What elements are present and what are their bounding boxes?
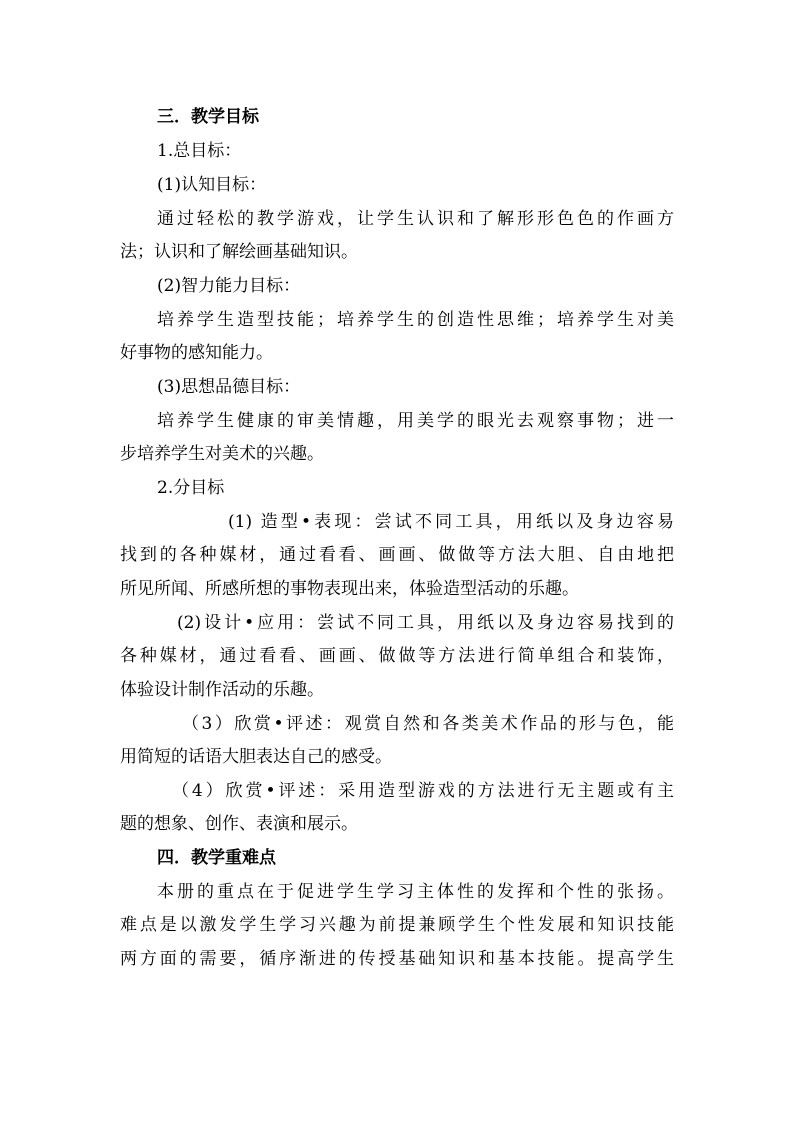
sub-goal-2-line2: 各种媒材，通过看看、画画、做做等方法进行简单组合和装饰，: [120, 646, 674, 666]
keypoints-line1: 本册的重点在于促进学生学习主体性的发挥和个性的张扬。: [157, 882, 674, 902]
moral-goal-text-line2: 步培养学生对美术的兴趣。: [120, 444, 324, 464]
cognitive-goal-label: (1)认知目标：: [157, 175, 267, 195]
sub-goal-4-line1: （4）欣赏•评述：采用造型游戏的方法进行无主题或有主: [172, 781, 674, 801]
section3-heading: 三．教学目标: [157, 107, 259, 127]
sub-goal-1-line2: 找到的各种媒材，通过看看、画画、做做等方法大胆、自由地把: [120, 545, 674, 565]
intellect-goal-text-line1: 培养学生造型技能；培养学生的创造性思维；培养学生对美: [157, 310, 674, 330]
sub-goal-1-line3: 所见所闻、所感所想的事物表现出来，体验造型活动的乐趣。: [120, 579, 579, 599]
overall-goal-label: 1.总目标：: [157, 141, 242, 161]
sub-goal-3-line1: （3）欣赏•评述：观赏自然和各类美术作品的形与色，能: [182, 714, 674, 734]
sub-goal-1-line1: (1) 造型•表现：尝试不同工具，用纸以及身边容易: [228, 512, 674, 532]
intellect-goal-text-line2: 好事物的感知能力。: [120, 343, 273, 363]
sub-goal-4-line2: 题的想象、创作、表演和展示。: [120, 814, 358, 834]
cognitive-goal-text-line2: 法；认识和了解绘画基础知识。: [120, 242, 358, 262]
section4-heading: 四．教学重难点: [157, 848, 276, 868]
keypoints-line3: 两方面的需要，循序渐进的传授基础知识和基本技能。提高学生: [120, 949, 674, 969]
sub-goal-label: 2.分目标: [157, 478, 225, 498]
keypoints-line2: 难点是以激发学生学习兴趣为前提兼顾学生个性发展和知识技能: [120, 915, 674, 935]
cognitive-goal-text-line1: 通过轻松的教学游戏，让学生认识和了解形形色色的作画方: [157, 209, 674, 229]
moral-goal-text-line1: 培养学生健康的审美情趣，用美学的眼光去观察事物；进一: [157, 411, 674, 431]
moral-goal-label: (3)思想品德目标：: [157, 377, 301, 397]
sub-goal-3-line2: 用简短的话语大胆表达自己的感受。: [120, 747, 392, 767]
intellect-goal-label: (2)智力能力目标：: [157, 276, 301, 296]
sub-goal-2-line1: (2)设计•应用：尝试不同工具，用纸以及身边容易找到的: [177, 613, 674, 633]
sub-goal-2-line3: 体验设计制作活动的乐趣。: [120, 680, 324, 700]
